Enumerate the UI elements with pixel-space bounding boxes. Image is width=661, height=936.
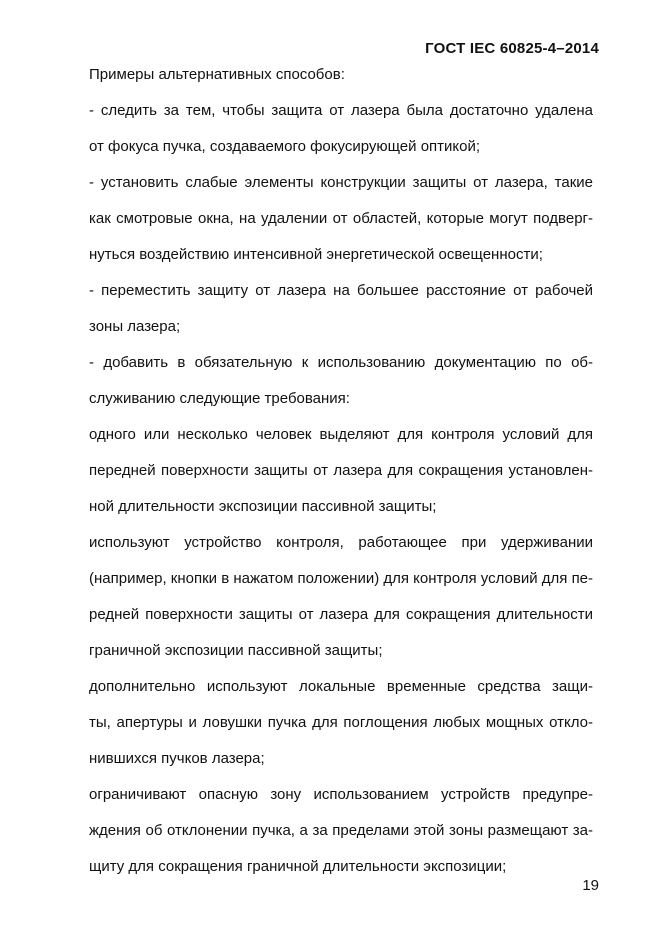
text-line: служиванию следующие требования: [89, 390, 350, 407]
paragraph [62, 93, 593, 165]
text-line: - переместить защиту от лазера на большее расстояние от рабочей [89, 282, 593, 299]
text-line: граничной экспозиции пассивной защиты; [89, 642, 383, 659]
text-line: передней поверхности защиты от лазера для сокращения установлен- [89, 462, 593, 479]
text-line: зоны лазера; [89, 318, 181, 335]
text-line: ты, апертуры и ловушки пучка для поглощения любых мощных откло- [89, 714, 593, 731]
paragraph [62, 525, 593, 669]
text-line: как смотровые окна, на удалении от областей, которые могут подверг- [89, 210, 593, 227]
text-line: Примеры альтернативных способов: [89, 66, 345, 83]
text-line: (например, кнопки в нажатом положении) для контроля условий для пе- [89, 570, 594, 587]
document-header: ГОСТ IEC 60825-4–2014 [425, 40, 599, 57]
text-line: - установить слабые элементы конструкции защиты от лазера, такие [89, 174, 593, 191]
text-line: - следить за тем, чтобы защита от лазера была достаточно удалена [89, 102, 593, 119]
text-line: нуться воздействию интенсивной энергетической освещенности; [89, 246, 543, 263]
text-line: щиту для сокращения граничной длительности экспозиции; [89, 858, 507, 875]
text-line: редней поверхности защиты от лазера для сокращения длительности [89, 606, 593, 623]
text-line: ждения об отклонении пучка, а за пределами этой зоны размещают за- [89, 822, 593, 839]
text-line: от фокуса пучка, создаваемого фокусирующей оптикой; [89, 138, 481, 155]
paragraph [62, 669, 593, 777]
paragraph [62, 417, 593, 525]
paragraph [62, 165, 593, 273]
text-line: одного или несколько человек выделяют для контроля условий для [89, 426, 593, 443]
text-line: - добавить в обязательную к использованию документацию по об- [89, 354, 593, 371]
paragraph [62, 777, 593, 885]
text-line: ограничивают опасную зону использованием устройств предупре- [89, 786, 593, 803]
text-line: используют устройство контроля, работающее при удерживании [89, 534, 593, 551]
text-line: ной длительности экспозиции пассивной защиты; [89, 498, 437, 515]
paragraph [62, 57, 593, 93]
text-line: нившихся пучков лазера; [89, 750, 265, 767]
document-body [62, 57, 593, 885]
text-line: дополнительно используют локальные временные средства защи- [89, 678, 593, 695]
page-number: 19 [582, 877, 599, 894]
paragraph [62, 345, 593, 417]
paragraph [62, 273, 593, 345]
